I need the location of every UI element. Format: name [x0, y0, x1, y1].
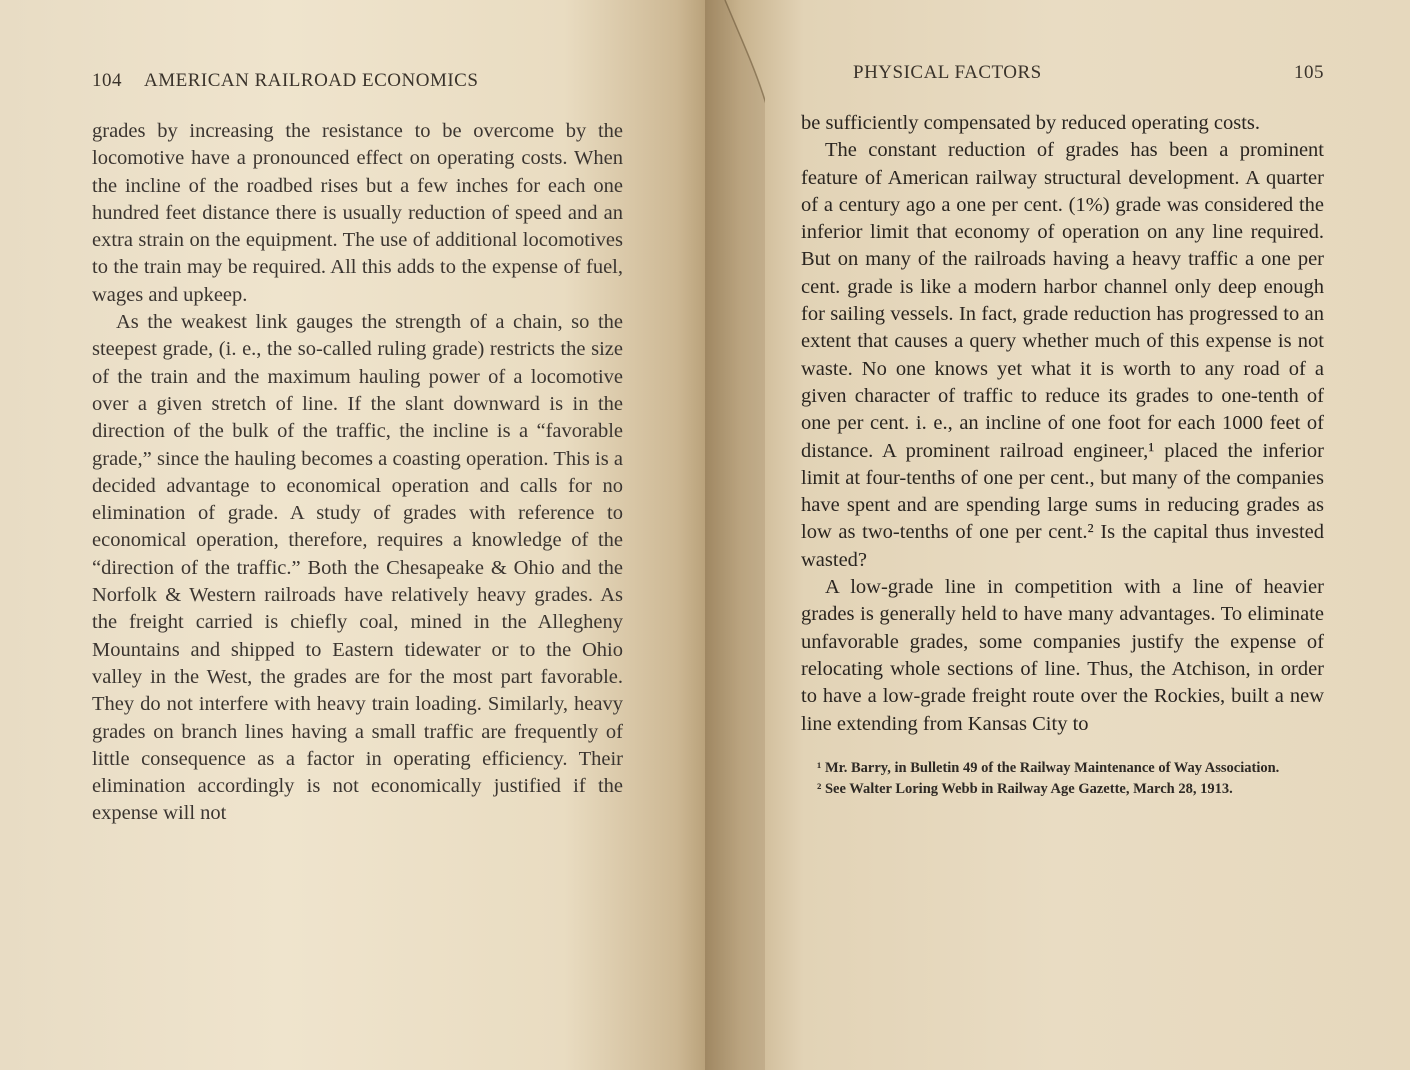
right-running-head [801, 62, 1324, 84]
left-running-title: AMERICAN RAILROAD ECONOMICS [144, 70, 479, 91]
footnote-1: ¹ Mr. Barry, in Bulletin 49 of the Railway Maintenance of Way Association. [817, 759, 1280, 776]
right-paragraph-3: A low-grade line in competition with a line of heavier grades is generally held to have many advantages. To eliminate unfavorable grades, some companies justify the expense of relocating whole sections of line. Thus, the Atchison, in order to have a low-grade freight route over the Rockies, built a new line extending from Kansas City to [801, 576, 1324, 735]
footnote-2: ² See Walter Loring Webb in Railway Age Gazette, March 28, 1913. [817, 780, 1233, 797]
right-page-number: 105 [1294, 62, 1324, 83]
left-paragraph-1: grades by increasing the resistance to be overcome by the locomotive have a pronounced effect on operating costs. When the incline of the roadbed rises but a few inches for each one hundred feet distance there is usually reduction of speed and an extra strain on the equipment. The use of additional locomotives to the train may be required. All this adds to the expense of fuel, wages and upkeep. [92, 120, 623, 306]
right-page [705, 0, 1410, 1070]
footnotes [801, 758, 1324, 800]
right-paragraph-2: The constant reduction of grades has been a prominent feature of American railway structural development. A quarter of a century ago a one per cent. (1%) grade was considered the inferior limit that economy of operation on any line required. But on many of the railroads having a heavy traffic a one per cent. grade is like a modern harbor channel only deep enough for sailing vessels. In fact, grade reduction has progressed to an extent that causes a query whether much of this expense is not waste. No one knows yet what it is worth to any road of a given character of traffic to reduce its grades to one-tenth of one per cent. i. e., an incline of one foot for each 1000 feet of distance. A prominent railroad engineer,¹ placed the inferior limit at four-tenths of one per cent., but many of the companies have spent and are spending large sums in reducing grades as low as two-tenths of one per cent.² Is the capital thus invested wasted? [801, 139, 1324, 571]
left-page-number: 104 [92, 70, 122, 91]
right-paragraph-1: be sufficiently compensated by reduced operating costs. [801, 112, 1261, 134]
left-body-text [92, 118, 623, 828]
left-paragraph-2: As the weakest link gauges the strength of a chain, so the steepest grade, (i. e., the so-called ruling grade) restricts the size of the train and the maximum hauling power of a locomotive over a given stretch of line. If the slant downward is in the direction of the bulk of the traffic, the incline is a “favorable grade,” since the hauling becomes a coasting operation. This is a decided advantage to economical operation and calls for no elimination of grade. A study of grades with reference to economical operation, therefore, requires a knowledge of the “direction of the traffic.” Both the Chesapeake & Ohio and the Norfolk & Western railroads have relatively heavy grades. As the freight carried is chiefly coal, mined in the Allegheny Mountains and shipped to Eastern tidewater or to the Ohio valley in the West, the grades are for the most part favorable. They do not interfere with heavy train loading. Similarly, heavy grades on branch lines having a small traffic are frequently of little consequence as a factor in operating efficiency. Their elimination accordingly is not economically justified if the expense will not [92, 311, 623, 825]
left-running-head [92, 70, 623, 92]
right-body-text [801, 110, 1324, 738]
right-running-title: PHYSICAL FACTORS [853, 62, 1042, 83]
